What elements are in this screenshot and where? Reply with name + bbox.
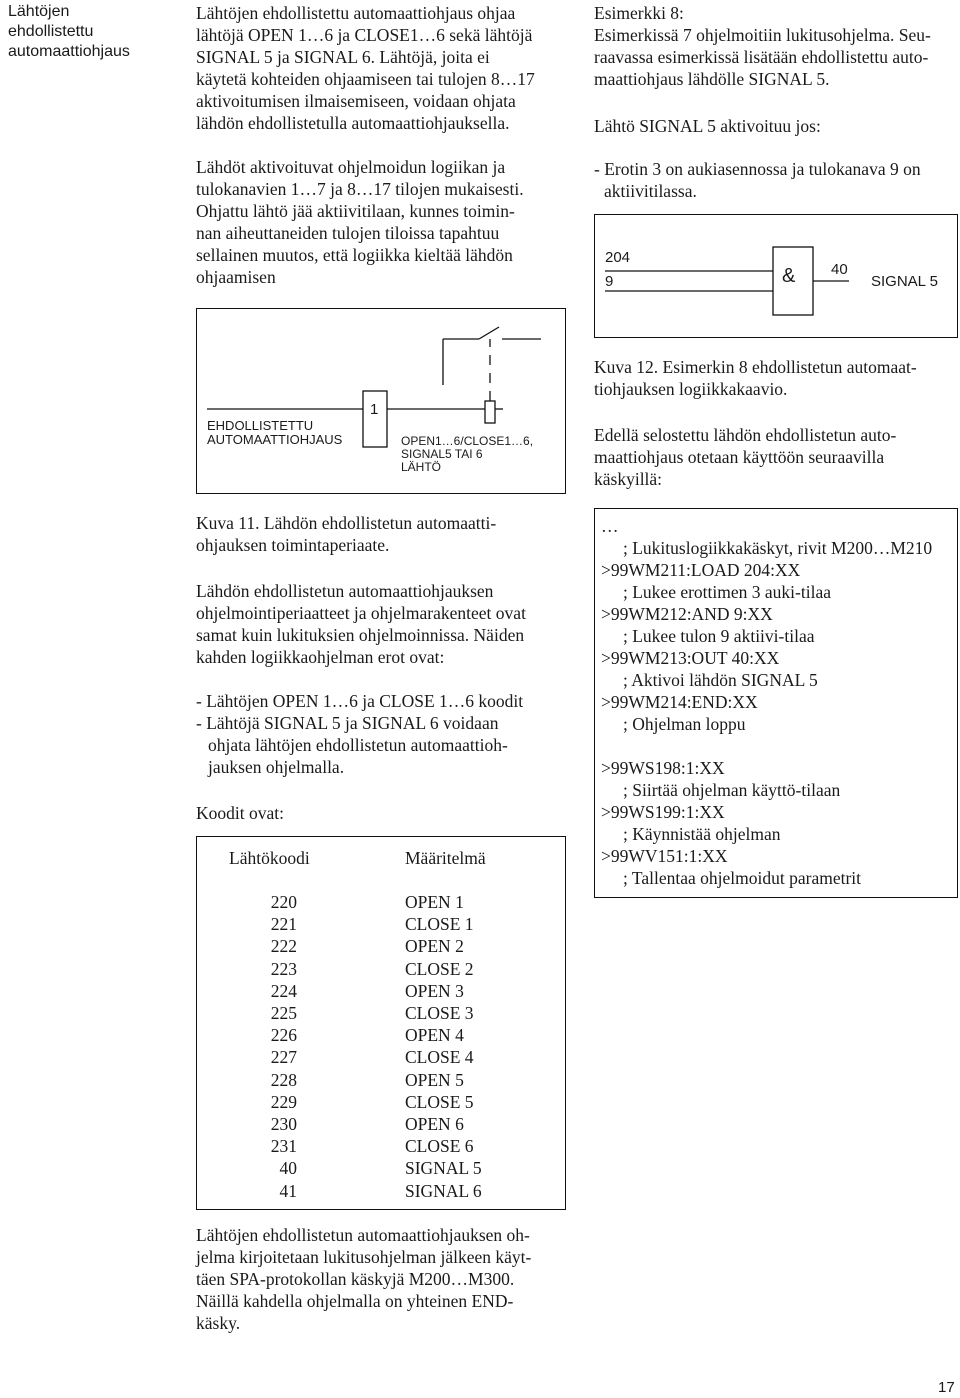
text-line: käsky. <box>196 1313 241 1333</box>
commands-intro <box>594 424 956 490</box>
code-comment: ; Siirtää ohjelman käyttö-tilaan <box>623 780 841 800</box>
code-line: >99WS199:1:XX <box>601 802 725 822</box>
definition-cell: SIGNAL 6 <box>405 1180 482 1201</box>
code-cell: 229 <box>270 1091 297 1112</box>
text-line: maattiohjaus otetaan käyttöön seuraavilla <box>594 447 885 467</box>
text-line: Esimerkissä 7 ohjelmoitiin lukitusohjelma. Seu- <box>594 25 931 45</box>
text-line: täen SPA-protokollan käskyjä M200…M300. <box>196 1269 515 1289</box>
output-name-label: SIGNAL 5 <box>871 273 938 290</box>
relay-coil <box>485 401 495 423</box>
code-block-2 <box>601 757 861 889</box>
text-line: Edellä selostettu lähdön ehdollistetun auto- <box>594 425 897 445</box>
definition-cell: OPEN 5 <box>405 1069 464 1090</box>
caption-12 <box>594 356 956 400</box>
figure-11 <box>196 308 566 494</box>
code-cell: 227 <box>270 1047 297 1068</box>
code-line: >99WM212:AND 9:XX <box>601 604 773 624</box>
definition-cell: OPEN 6 <box>405 1114 464 1134</box>
text-line: samat kuin lukituksien ohjelmoinnissa. Näiden <box>196 625 525 645</box>
text-line: ohjauksen toimintaperiaate. <box>196 535 390 555</box>
differences-list <box>196 690 566 778</box>
code-comment: ; Lukee tulon 9 aktiivi-tilaa <box>623 626 815 646</box>
list-item: - Erotin 3 on aukiasennossa ja tulokanava 9 on <box>594 159 921 179</box>
fig11-label-line: EHDOLLISTETTU <box>207 418 314 433</box>
list-item: ohjata lähtöjen ehdollistetun automaattioh- <box>208 735 508 755</box>
example-section <box>594 2 956 90</box>
switch-contact <box>479 327 499 339</box>
code-comment: ; Käynnistää ohjelman <box>623 824 781 844</box>
side-heading <box>8 2 130 62</box>
figure-12 <box>594 214 958 338</box>
output-code-label: 40 <box>831 261 848 278</box>
code-cell: 230 <box>270 1114 297 1134</box>
fig11-label <box>207 419 342 447</box>
definition-cell: OPEN 3 <box>405 980 464 1001</box>
text-line: Lähtöjen ehdollistetun automaattiohjauksen oh- <box>196 1225 530 1245</box>
side-heading-line: ehdollistettu <box>8 23 94 40</box>
principles-paragraph <box>196 580 566 668</box>
codes-title: Koodit ovat: <box>196 803 284 823</box>
text-line: raavassa esimerkissä lisätään ehdollistettu auto- <box>594 47 929 67</box>
code-cell: 224 <box>270 980 297 1001</box>
text-line: Lähdön ehdollistetun automaattiohjauksen <box>196 581 494 601</box>
text-line: ohjaamisen <box>196 267 276 287</box>
table-header-definition: Määritelmä <box>405 848 486 868</box>
code-cell: 226 <box>270 1025 297 1046</box>
definition-cell: CLOSE 6 <box>405 1136 474 1157</box>
text-line: käytetä kohteiden ohjaamiseen tai tulojen 8…17 <box>196 69 535 89</box>
input-label-204: 204 <box>605 249 631 266</box>
codes-table <box>196 836 566 1210</box>
text-line: aktivoitumisen ilmaisemiseen, voidaan ohjata <box>196 91 516 111</box>
final-paragraph <box>196 1224 566 1334</box>
code-cell: 222 <box>270 936 297 957</box>
code-box <box>594 508 958 898</box>
code-block-1 <box>601 515 932 735</box>
text-line: jelma kirjoitetaan lukitusohjelman jälkeen käyt- <box>196 1247 532 1267</box>
code-comment: ; Aktivoi lähdön SIGNAL 5 <box>623 670 818 690</box>
code-line: >99WS198:1:XX <box>601 758 725 778</box>
text-line: lähtöjä OPEN 1…6 ja CLOSE1…6 sekä lähtöjä <box>196 25 533 45</box>
definition-cell: CLOSE 5 <box>405 1091 474 1112</box>
list-item: - Lähtöjä SIGNAL 5 ja SIGNAL 6 voidaan <box>196 713 499 733</box>
page-number: 17 <box>938 1379 955 1396</box>
caption-11 <box>196 512 566 556</box>
definition-cell: CLOSE 3 <box>405 1003 474 1023</box>
definition-cell: CLOSE 4 <box>405 1047 474 1068</box>
code-cell: 221 <box>270 914 297 935</box>
code-comment: ; Tallentaa ohjelmoidut parametrit <box>623 868 862 888</box>
text-line: kahden logiikkaohjelman erot ovat: <box>196 647 445 667</box>
text-line: käskyillä: <box>594 469 663 489</box>
code-line: >99WV151:1:XX <box>601 846 728 866</box>
condition-list <box>594 158 956 202</box>
code-cell: 41 <box>279 1180 297 1201</box>
fig11-output-line: SIGNAL5 TAI 6 <box>401 447 483 461</box>
code-line: … <box>601 516 619 536</box>
side-heading-line: Lähtöjen <box>8 3 70 20</box>
fig11-block-label: 1 <box>370 401 379 418</box>
code-cell: 228 <box>270 1069 297 1090</box>
code-line: >99WM213:OUT 40:XX <box>601 648 780 668</box>
text-line: sellainen muutos, että logiikka kieltää lähdön <box>196 245 513 265</box>
list-item: - Lähtöjen OPEN 1…6 ja CLOSE 1…6 koodit <box>196 691 524 711</box>
text-line: Ohjattu lähtö jää aktiivitilaan, kunnes toimin- <box>196 201 515 221</box>
code-line: >99WM214:END:XX <box>601 692 758 712</box>
code-cell: 40 <box>279 1158 297 1179</box>
activation-condition-title: Lähtö SIGNAL 5 aktivoituu jos: <box>594 116 821 136</box>
code-cell: 220 <box>270 892 297 912</box>
text-line: SIGNAL 5 ja SIGNAL 6. Lähtöjä, joita ei <box>196 47 490 67</box>
fig11-output-line: OPEN1…6/CLOSE1…6, <box>401 434 534 448</box>
input-label-9: 9 <box>605 273 614 290</box>
text-line: Lähtöjen ehdollistettu automaattiohjaus ohjaa <box>196 3 516 23</box>
definition-cell: CLOSE 1 <box>405 914 474 935</box>
text-line: tulokanavien 1…7 ja 8…17 tilojen mukaisesti. <box>196 179 524 199</box>
text-line: Lähdöt aktivoituvat ohjelmoidun logiikan ja <box>196 157 506 177</box>
text-line: Kuva 12. Esimerkin 8 ehdollistetun automaat- <box>594 357 917 377</box>
fig11-output-label <box>401 435 533 474</box>
fig11-label-line: AUTOMAATTIOHJAUS <box>207 432 343 447</box>
list-item: jauksen ohjelmalla. <box>208 757 345 777</box>
fig11-output-line: LÄHTÖ <box>401 460 442 474</box>
side-heading-line: automaattiohjaus <box>8 43 130 60</box>
code-cell: 231 <box>270 1136 297 1157</box>
code-line: >99WM211:LOAD 204:XX <box>601 560 801 580</box>
code-cell: 223 <box>270 958 297 979</box>
list-item: aktiivitilassa. <box>604 181 697 201</box>
definition-cell: OPEN 4 <box>405 1025 464 1046</box>
text-line: tiohjauksen logiikkakaavio. <box>594 379 788 399</box>
code-comment: ; Lukee erottimen 3 auki-tilaa <box>623 582 831 602</box>
activation-paragraph <box>196 156 576 288</box>
definition-cell: OPEN 2 <box>405 936 464 957</box>
definition-cell: OPEN 1 <box>405 892 464 912</box>
example-title: Esimerkki 8: <box>594 3 684 23</box>
text-line: ohjelmointiperiaatteet ja ohjelmarakenteet ovat <box>196 603 526 623</box>
text-line: Näillä kahdella ohjelmalla on yhteinen END- <box>196 1291 514 1311</box>
intro-paragraph <box>196 2 576 134</box>
text-line: nan aiheuttaneiden tulojen tiloissa tapahtuu <box>196 223 500 243</box>
block-1 <box>363 391 387 447</box>
text-line: Kuva 11. Lähdön ehdollistetun automaatti- <box>196 513 497 533</box>
text-line: maattiohjaus lähdölle SIGNAL 5. <box>594 69 830 89</box>
text-line: lähdön ehdollistetulla automaattiohjauksella. <box>196 113 510 133</box>
definition-cell: SIGNAL 5 <box>405 1158 482 1179</box>
definition-cell: CLOSE 2 <box>405 958 474 979</box>
table-header-code: Lähtökoodi <box>229 848 310 868</box>
and-gate-symbol: & <box>782 265 796 287</box>
code-comment: ; Lukituslogiikkakäskyt, rivit M200…M210 <box>623 538 933 558</box>
code-comment: ; Ohjelman loppu <box>623 714 746 734</box>
code-cell: 225 <box>270 1003 297 1023</box>
